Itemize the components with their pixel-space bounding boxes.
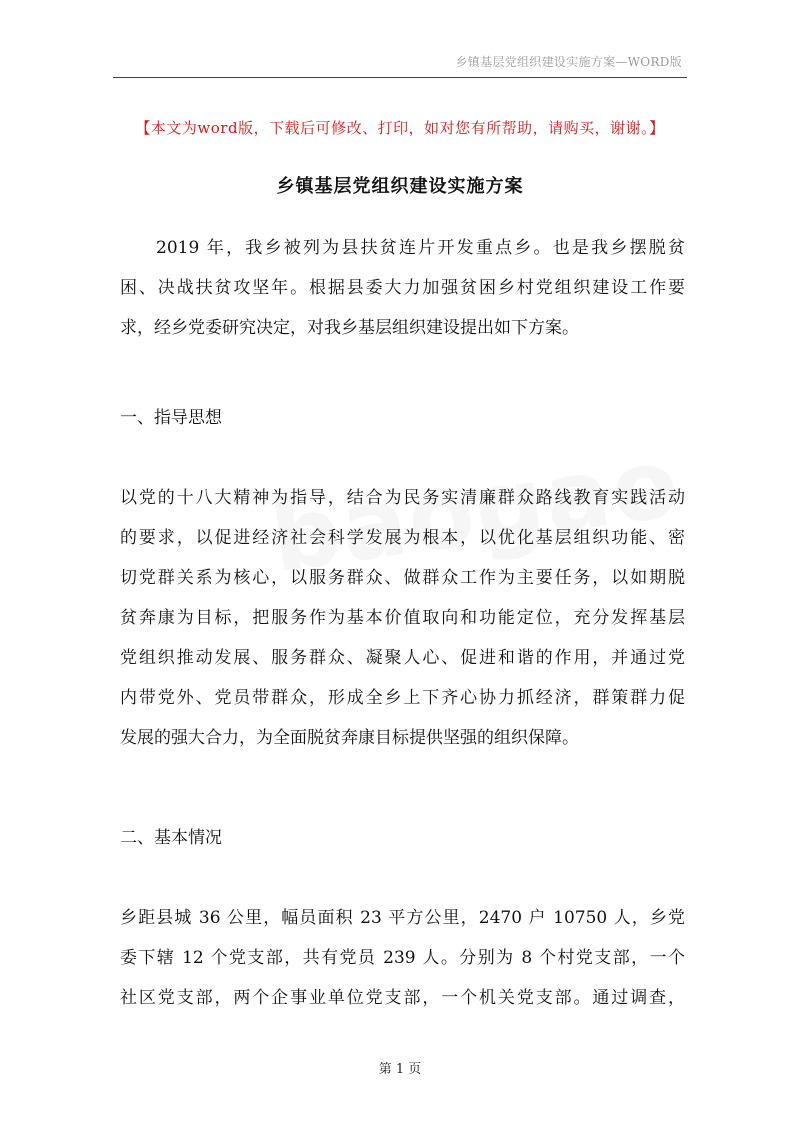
section1-line: 的要求，以促进经济社会科学发展为根本，以优化基层组织功能、密 (120, 528, 685, 548)
intro-paragraph (120, 228, 685, 348)
section1-line: 党组织推动发展、服务群众、凝聚人心、促进和谐的作用，并通过党 (120, 648, 685, 668)
section1-line: 贫奔康为目标，把服务作为基本价值取向和功能定位，充分发挥基层 (120, 608, 685, 628)
section1-paragraph (120, 478, 685, 758)
section1-line: 发展的强大合力，为全面脱贫奔康目标提供坚强的组织保障。 (120, 728, 579, 748)
intro-line: 困、决战扶贫攻坚年。根据县委大力加强贫困乡村党组织建设工作要 (120, 278, 685, 298)
purchase-notice: 【本文为word版，下载后可修改、打印，如对您有所帮助，请购买，谢谢。】 (135, 119, 665, 137)
section1-line: 切党群关系为核心，以服务群众、做群众工作为主要任务，以如期脱 (120, 568, 685, 588)
section2-line: 委下辖 12 个党支部，共有党员 239 人。分别为 8 个村党支部，一个 (120, 948, 685, 968)
section-heading-guiding-ideology: 一、指导思想 (120, 408, 222, 428)
section1-line: 以党的十八大精神为指导，结合为民务实清廉群众路线教育实践活动 (120, 488, 685, 508)
header-rule (113, 77, 687, 78)
document-title: 乡镇基层党组织建设实施方案 (276, 176, 524, 197)
section2-line: 乡距县城 36 公里，幅员面积 23 平方公里，2470 户 10750 人，乡党 (120, 908, 685, 928)
section-heading-basic-situation: 二、基本情况 (120, 828, 222, 848)
intro-line: 2019 年，我乡被列为县扶贫连片开发重点乡。也是我乡摆脱贫 (156, 238, 685, 258)
section1-line: 内带党外、党员带群众，形成全乡上下齐心协力抓经济，群策群力促 (120, 688, 685, 708)
running-header: 乡镇基层党组织建设实施方案—WORD版 (455, 55, 682, 69)
section2-paragraph (120, 898, 685, 1018)
intro-line: 求，经乡党委研究决定，对我乡基层组织建设提出如下方案。 (120, 318, 579, 338)
section2-line: 社区党支部，两个企事业单位党支部，一个机关党支部。通过调查， (120, 988, 685, 1008)
page-number: 第 1 页 (378, 1062, 422, 1077)
